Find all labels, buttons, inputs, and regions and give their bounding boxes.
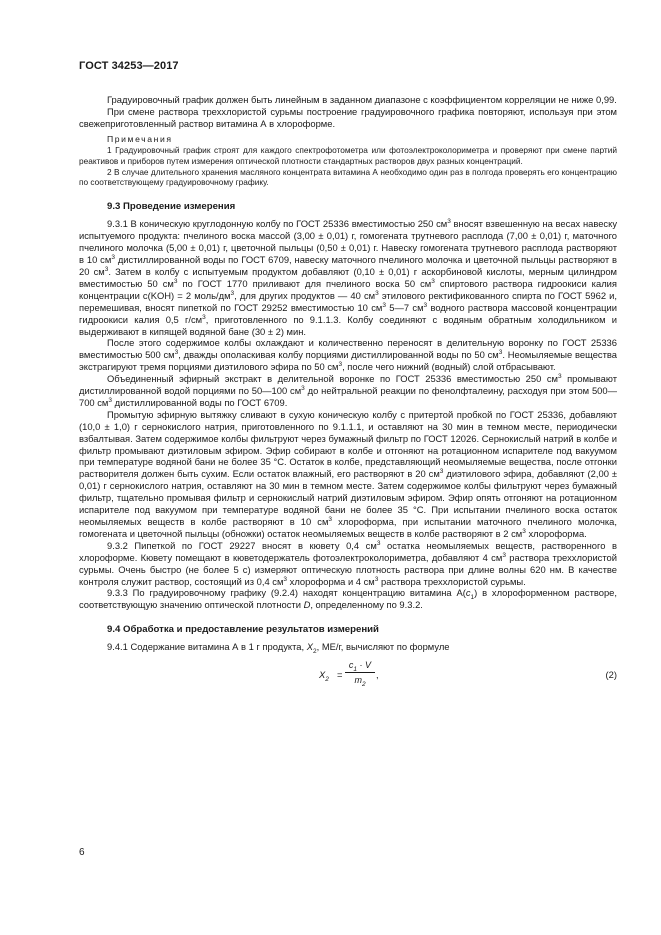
paragraph-extraction: После этого содержимое колбы охлаждают и количественно переносят в делительную воронку по ГОСТ 25336 вместимостью 500 $см^3$, дважды ополаскивая колбу порциями дистиллированной воды по 50 $см^3$. Неомыляемые вещества экстрагируют тремя порциями диэтилового эфира по 50 $см^3$, после чего нижний (водный) слой отбрасывают. bbox=[79, 337, 617, 373]
note-item: 1 Градуировочный график строят для каждого спектрофотометра или фотоэлектроколориметра и проверяют при смене партий реактивов и приборов путем измерения оптической плотности стандартных растворов двух разных концентраций. bbox=[79, 144, 617, 166]
section-heading-9-4: 9.4 Обработка и предоставление результатов измерений bbox=[107, 624, 379, 636]
standard-id-header: ГОСТ 34253—2017 bbox=[79, 60, 179, 72]
formula-denominator: $m_2$ bbox=[354, 675, 366, 688]
formula-comma: , bbox=[376, 669, 379, 681]
intro-paragraph: При смене раствора треххлористой сурьмы построение градуировочного графика повторяют, используя при этом свежеприготовленный раствор витамина А в хлороформе. bbox=[79, 105, 617, 129]
section-heading-9-3: 9.3 Проведение измерения bbox=[107, 201, 236, 213]
paragraph-9-3-3: 9.3.3 По градуировочному графику (9.2.4) находят концентрацию витамина $А(c_1)$ в хлороформенном растворе, соответствующую значению оптической плотности D, определенному по 9.3.2. bbox=[79, 587, 617, 611]
paragraph-9-4-1: 9.4.1 Содержание витамина А в 1 г продукта, $X_2$, МЕ/г, вычисляют по формуле bbox=[107, 641, 450, 656]
note-item: 2 В случае длительного хранения масляного концентрата витамина А необходимо один раз в полгода проверять его концентрацию по соответствующему градуировочному графику. bbox=[79, 166, 617, 188]
page-content bbox=[79, 94, 617, 695]
page-number: 6 bbox=[79, 847, 85, 858]
formula-fraction bbox=[345, 659, 375, 686]
paragraph-9-3-1: 9.3.1 В коническую круглодонную колбу по ГОСТ 25336 вместимостью 250 $см^3$ вносят взвешенную на весах навеску испытуемого продукта: пчелиного воска массой (3,00 ± 0,01) г, гомогената трутневого расплода (7,00 ± 0,01) г, маточного пчелиного молочка (5,00 ± 0,01) г, цветочной пыльцы (0,50 ± 0,01) г. Навеску гомогената трутневого расплода растворяют в 10 $см^3$ дистиллированной воды по ГОСТ 6709, навеску маточного пчелиного молочка и цветочной пыльцы растворяют в 20 $см^3$. Затем в колбу с испытуемым продуктом добавляют (0,10 ± 0,01) г аскорбиновой кислоты, мерным цилиндром вместимостью 50 $см^3$ по ГОСТ 1770 приливают для пчелиного воска 50 $см^3$ спиртового раствора гидроокиси калия концентрации c(KOH) = 2 моль/$дм^3$, для других продуктов — 40 $см^3$ этилового ректификованного спирта по ГОСТ 5962 и, перемешивая, вносят пипеткой по ГОСТ 29252 вместимостью 10 $см^3$ 5—7 $см^3$ водного раствора массовой концентрации гидроокиси калия 0,5 $г/см^3$, приготовленного по 9.1.1.3. Колбу соединяют с водяным обратным холодильником и выдерживают в кипящей водяной бане (30 ± 2) мин. bbox=[79, 218, 618, 337]
formula-numerator: $c_1 \cdot V$ bbox=[348, 660, 372, 673]
formula-lhs: $X_2$ bbox=[319, 669, 329, 684]
formula-number: (2) bbox=[605, 669, 617, 681]
notes-heading: Примечания bbox=[107, 133, 173, 144]
paragraph-drying: Промытую эфирную вытяжку сливают в сухую коническую колбу с притертой пробкой по ГОСТ 25336, добавляют (10,0 ± 1,0) г сернокислого натрия, приготовленного по 9.1.1.1, и оставляют на 30 мин в темном месте, периодически взбалтывая. Затем содержимое колбы фильтруют через бумажный фильтр по ГОСТ 12026. Сернокислый натрий в колбе и фильтр промывают диэтиловым эфиром. Эфир собирают в колбе и отгоняют на ротационном испарителе под вакуумом при температуре водяной бани не более 35 °C. Остаток в колбе, представляющий неомыляемые вещества, после отгонки растворителя должен быть сухим. Если остаток влажный, его растворяют в 20 $см^3$ диэтилового эфира, добавляют (2,00 ± 0,01) г сернокислого натрия, оставляют на 30 мин в темном месте. Затем содержимое колбы фильтруют через бумажный фильтр, тщательно промывая фильтр и сернокислый натрий диэтиловым эфиром. Эфир опять отгоняют на ротационном испарителе под вакуумом при температуре водяной бани не более 35 °C. При испытании пчелиного воска остаток неомыляемых веществ в колбе растворяют в 10 $см^3$ хлороформа, при испытании маточного пчелиного молочка, гомогената и цветочной пыльцы (обножки) остаток неомыляемых веществ в колбе растворяют в 2 $см^3$ хлороформа. bbox=[79, 408, 618, 539]
intro-paragraph: Градуировочный график должен быть линейным в заданном диапазоне с коэффициентом корреляции не ниже 0,99. bbox=[107, 94, 617, 105]
formula-2 bbox=[79, 659, 617, 695]
formula-equals: = bbox=[337, 669, 343, 681]
fraction-bar bbox=[345, 672, 375, 673]
paragraph-9-3-2: 9.3.2 Пипеткой по ГОСТ 29227 вносят в кювету 0,4 $см^3$ остатка неомыляемых веществ, растворенного в хлороформе. Кювету помещают в кюветодержатель фотоэлектроколориметра, добавляют 4 $см^3$ раствора треххлористой сурьмы. Очень быстро (не более 5 с) измеряют оптическую плотность раствора при длине волны 620 нм. В качестве контроля служит раствор, состоящий из 0,4 $см^3$ хлороформа и 4 $см^3$ раствора треххлористой сурьмы. bbox=[79, 539, 618, 587]
paragraph-washing: Объединенный эфирный экстракт в делительной воронке по ГОСТ 25336 вместимостью 250 $см^3$ промывают дистиллированной водой порциями по 50—100 $см^3$ до нейтральной реакции по фенолфталеину, расходуя при этом 500—700 $см^3$ дистиллированной воды по ГОСТ 6709. bbox=[79, 373, 617, 408]
